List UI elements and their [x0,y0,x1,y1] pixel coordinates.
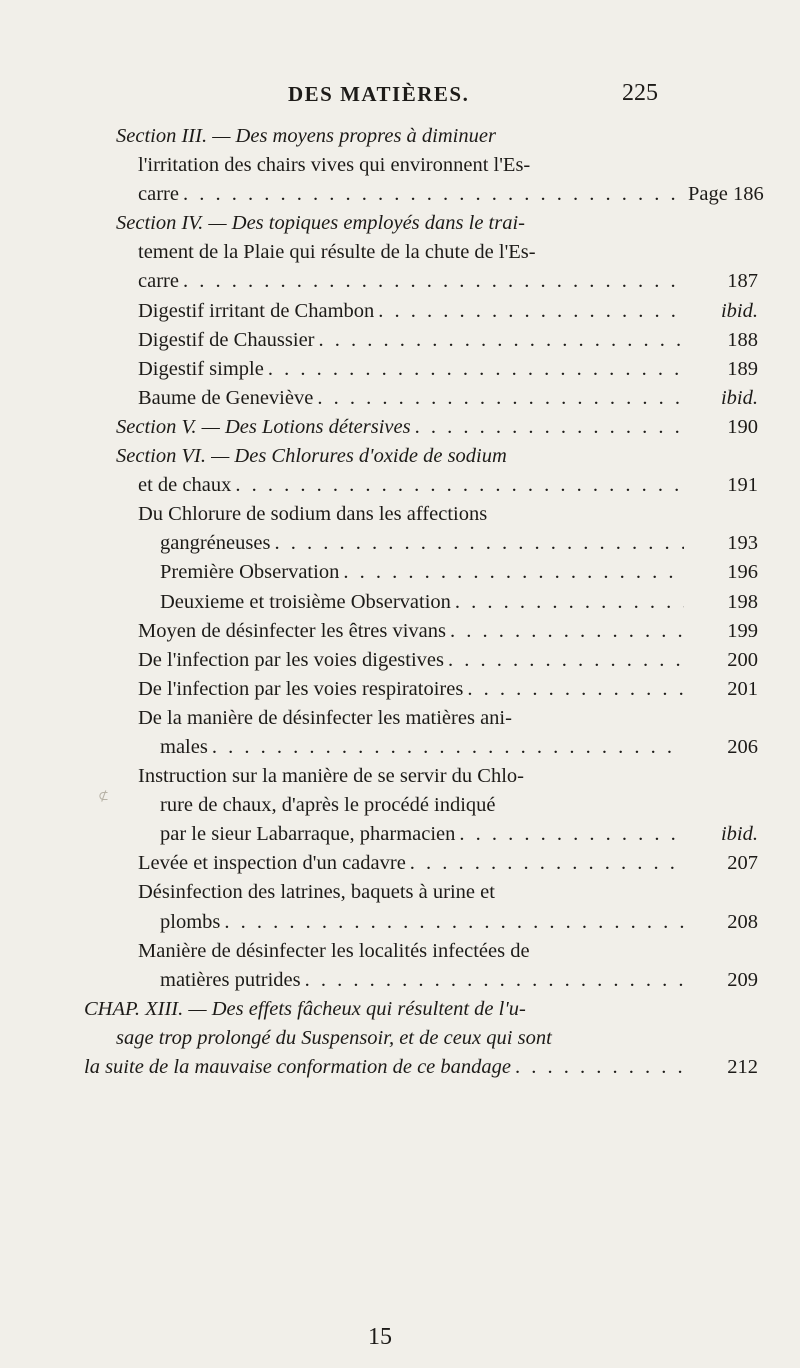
toc-entry-baume-genevieve[interactable] [116,384,758,413]
toc-page-ref: ibid. [720,386,758,409]
toc-entry-last-line [138,733,758,762]
toc-entry-section-5[interactable] [116,413,758,442]
toc-entry-text: Section VI. — Des Chlorures d'oxide de sodium [116,445,507,468]
leader-dots [235,471,684,500]
toc-entry-last-line [160,558,758,587]
toc-page-ref: 206 [727,735,758,758]
toc-entry-text: Digestif irritant de Chambon [138,299,375,322]
page-number: 225 [622,80,658,106]
leader-dots [459,820,684,849]
toc-entry-chlorure-gangreneuses[interactable] [116,500,758,558]
toc-entry-digestif-chaussier[interactable] [116,326,758,355]
toc-page-ref: Page 186 [688,183,764,206]
toc-page-ref: ibid. [720,299,758,322]
toc-entry-text: Deuxieme et troisième Observation [160,590,451,613]
leader-dots [515,1053,684,1082]
leader-dots [343,558,684,587]
toc-entry-text: gangréneuses [160,532,271,555]
toc-page-ref: 193 [727,532,758,555]
toc-entry-line: Instruction sur la manière de se servir du Chlo- [138,765,524,788]
toc-entry-desinfection-latrines[interactable] [116,878,758,936]
toc-entry-last-line [138,355,758,384]
toc-page-ref: 207 [727,852,758,875]
toc-entry-last-line [138,384,758,413]
leader-dots [212,733,684,762]
toc-page-ref: ibid. [720,823,758,846]
toc-entry-text: carre [138,270,179,293]
toc-entry-last-line [138,675,758,704]
toc-entry-text: males [160,735,208,758]
toc-page-ref: 208 [727,910,758,933]
toc-entry-line: rure de chaux, d'après le procédé indiqué [160,794,496,817]
toc-entry-instruction-chlorure[interactable] [116,762,758,849]
toc-entry-text: Section III. — Des moyens propres à diminuer [116,125,496,147]
leader-dots [183,180,684,209]
leader-dots [450,617,684,646]
toc-entry-line [116,442,686,471]
toc-entry-line: Manière de désinfecter les localités infectées de [138,939,530,962]
toc-page-ref: 198 [727,590,758,613]
leader-dots [455,588,684,617]
leader-dots [224,908,684,937]
toc-entry-digestif-chambon[interactable] [116,297,758,326]
toc-entry-infection-respiratoires[interactable] [116,675,758,704]
toc-entry-line: Désinfection des latrines, baquets à urine et [138,881,495,904]
leader-dots [415,413,684,442]
toc-entry-last-line [138,966,758,995]
toc-entry-text: De l'infection par les voies respiratoires [138,677,464,700]
toc-entry-text: Section V. — Des Lotions détersives [116,415,411,438]
toc-entry-last-line [138,646,758,675]
toc-page-ref: 188 [727,328,758,351]
toc-entry-last-line [160,588,758,617]
toc-entry-last-line [116,413,758,442]
toc-page-ref: 209 [727,968,758,991]
toc-entry-line: De la manière de désinfecter les matières ani- [138,706,512,729]
toc-entry-section-4[interactable] [116,209,758,296]
toc-entry-line: tement de la Plaie qui résulte de la chute de l'Es- [138,241,536,264]
toc-page-ref: 187 [727,270,758,293]
toc-entry-chapitre-13[interactable] [84,995,758,1082]
toc-page-ref: 196 [727,561,758,584]
leader-dots [410,849,684,878]
toc-entry-last-line [138,326,758,355]
toc-entry-desinfecter-etres[interactable] [116,617,758,646]
toc-entry-text: Digestif simple [138,357,264,380]
toc-entry-text: Première Observation [160,561,340,584]
toc-entry-section-3[interactable] [116,122,764,209]
toc-entry-last-line [116,471,758,500]
toc-page-ref: 199 [727,619,758,642]
toc-page-ref: 190 [727,415,758,438]
toc-page-ref: 212 [727,1056,758,1078]
toc-entry-section-6[interactable] [116,442,758,500]
toc-entry-text: Digestif de Chaussier [138,328,315,351]
toc-page-ref: 189 [727,357,758,380]
toc-entry-text: et de chaux [138,474,232,497]
toc-entry-last-line [138,529,758,558]
leader-dots [305,966,684,995]
toc-entry-localites-infectees[interactable] [116,937,758,995]
running-title: DES MATIÈRES. [288,82,470,106]
leader-dots [317,384,684,413]
toc-entry-text: Levée et inspection d'un cadavre [138,852,406,875]
toc-entry-last-line [138,617,758,646]
toc-entry-levee-cadavre[interactable] [116,849,758,878]
toc-entry-digestif-simple[interactable] [116,355,758,384]
signature-mark: 15 [368,1324,392,1350]
leader-dots [268,355,684,384]
toc-page-ref: 191 [727,474,758,497]
leader-dots [274,529,684,558]
toc-entry-line: Du Chlorure de sodium dans les affections [138,503,488,526]
leader-dots [183,267,684,296]
toc-entry-line: sage trop prolongé du Suspensoir, et de ceux qui sont [116,1026,552,1049]
toc-entry-last-line [138,297,758,326]
leader-dots [467,675,684,704]
toc-entry-deuxieme-troisieme[interactable] [116,588,758,617]
toc-entry-last-line [116,267,758,296]
table-of-contents [84,122,764,1082]
running-head [0,80,800,110]
toc-entry-text: Baume de Geneviève [138,386,314,409]
toc-entry-text: carre [138,183,179,206]
toc-entry-matieres-animales[interactable] [116,704,758,762]
toc-entry-text: Section IV. — Des topiques employés dans le trai- [116,212,525,235]
toc-entry-line [116,209,686,238]
leader-dots [378,297,684,326]
toc-entry-line: CHAP. XIII. — Des effets fâcheux qui résultent de l'u- [84,997,526,1020]
toc-entry-text: par le sieur Labarraque, pharmacien [160,823,456,846]
toc-entry-last-line [84,1053,758,1082]
toc-entry-line: l'irritation des chairs vives qui environnent l'Es- [138,154,531,177]
toc-entry-text: De l'infection par les voies digestives [138,648,444,671]
toc-entry-infection-digestives[interactable] [116,646,758,675]
leader-dots [319,326,685,355]
toc-entry-last-line [116,180,764,209]
toc-entry-last-line [138,908,758,937]
toc-entry-text: la suite de la mauvaise conformation de ce bandage [84,1056,511,1078]
toc-entry-text: plombs [160,910,221,933]
toc-entry-text: matières putrides [160,968,301,991]
toc-page-ref: 201 [727,677,758,700]
toc-entry-last-line [138,849,758,878]
toc-entry-premiere-observation[interactable] [116,558,758,587]
leader-dots [448,646,684,675]
toc-entry-text: Moyen de désinfecter les êtres vivans [138,619,446,642]
toc-entry-last-line [138,820,758,849]
margin-ink-mark: ⊄ [98,788,109,803]
toc-entry-line [116,122,686,151]
toc-page-ref: 200 [727,648,758,671]
